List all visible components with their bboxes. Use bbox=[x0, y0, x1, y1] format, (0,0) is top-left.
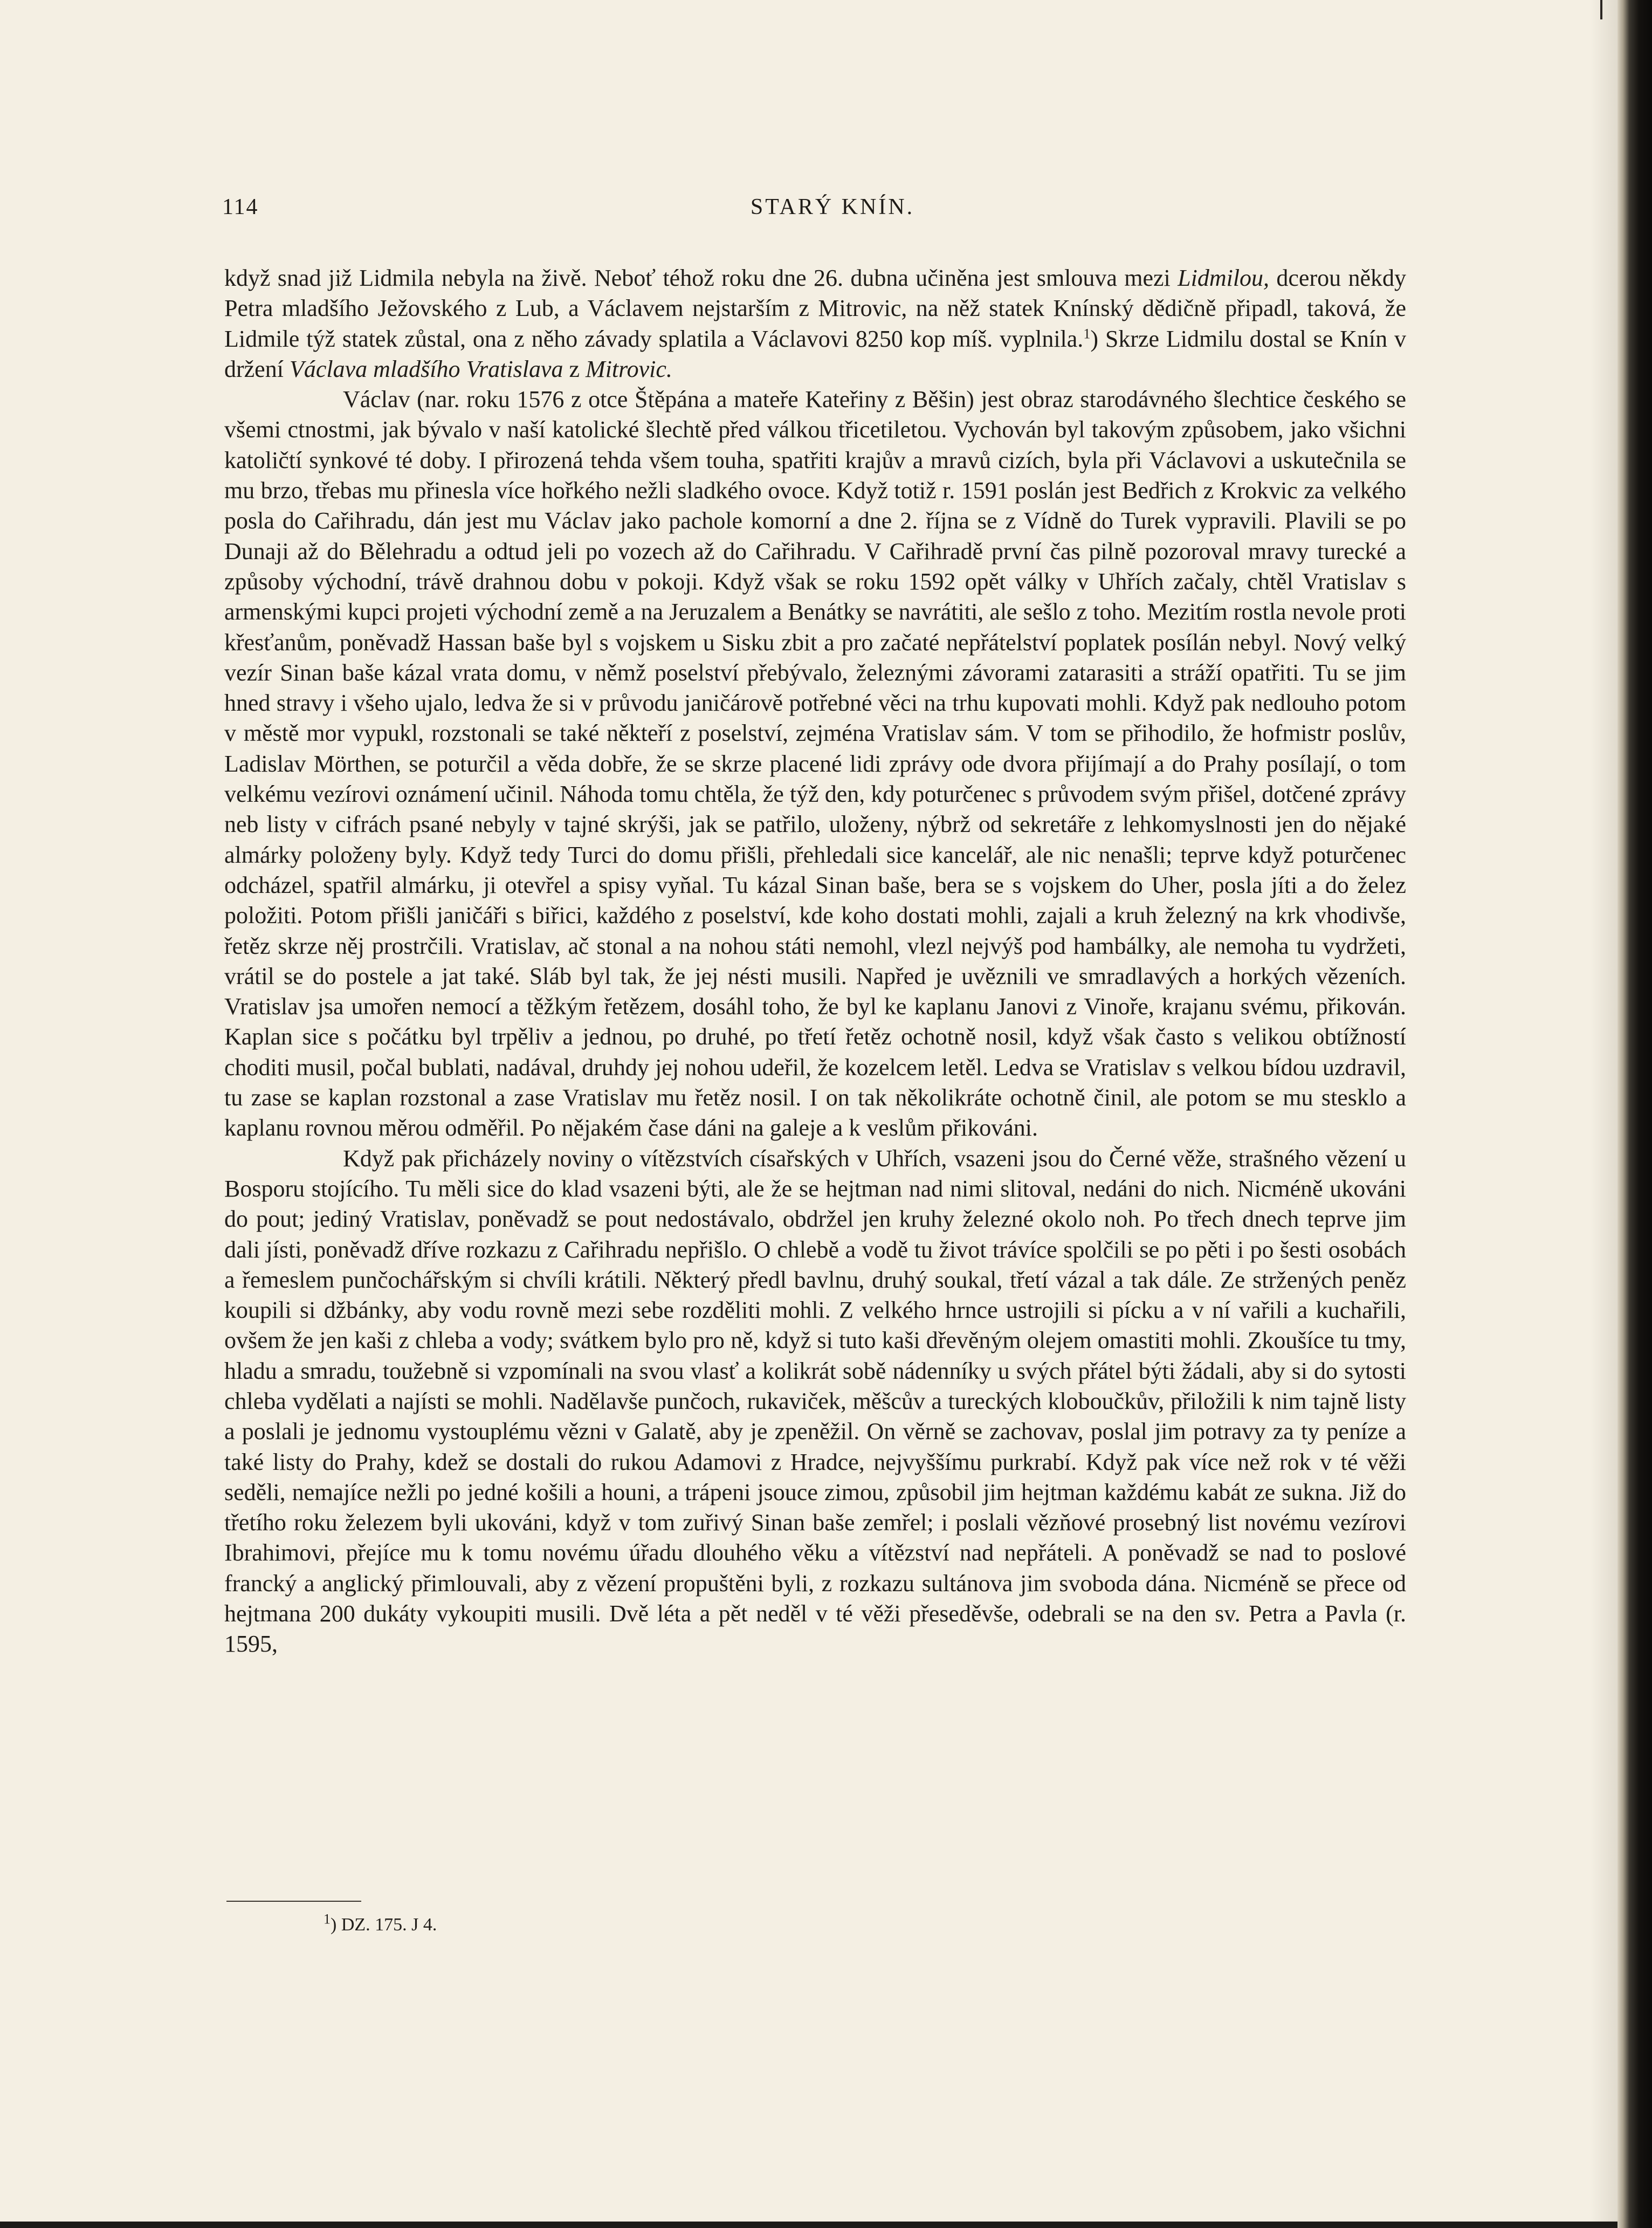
footnote bbox=[323, 1913, 437, 1937]
book-gutter-shadow bbox=[1617, 0, 1652, 2228]
paragraph-3: Když pak přicházely noviny o vítězstvích císařských v Uhřích, vsazeni jsou do Černé věže, strašného vězení u Bosporu stojícího. Tu měli sice do klad vsazeni býti, ale že se hejtman nad nimi slitoval, nedáni do nich. Nicméně ukováni do pout; jediný Vratislav, poněvadž se pout nedostávalo, obdržel jen kruhy železné okolo noh. Po třech dnech teprve jim dali jísti, poněvadž dříve rozkazu z Cařihradu nepřišlo. O chlebě a vodě tu život trávíce spolčili se po pěti i po šesti osobách a řemeslem punčochářským si chvíli krátili. Některý předl bavlnu, druhý soukal, třetí vázal a tak dále. Ze stržených peněz koupili si džbánky, aby vodu rovně mezi sebe rozděliti mohli. Z velkého hrnce ustrojili si pícku a v ní vařili a kuchařili, ovšem že jen kaši z chleba a vody; svátkem bylo pro ně, když si tuto kaši dřevěným olejem omastiti mohli. Zkoušíce tu tmy, hladu a smradu, toužebně si vzpomínali na svou vlasť a kolikrát sobě nádenníky u svých přátel býti žádali, aby si do sytosti chleba vydělati a najísti se mohli. Nadělavše punčoch, rukaviček, měšcův a tureckých kloboučkův, přiložili k nim tajně listy a poslali je jednomu vystouplému vězni v Galatě, aby je zpeněžil. On věrně se zachovav, poslal jim potravy za ty peníze a také listy do Prahy, kdež se dostali do rukou Adamovi z Hradce, nejvyššímu purkrabí. Když pak více než rok v té věži seděli, nemajíce nežli po jedné košili a houni, a trápeni jsouce zimou, způsobil jim hejtman každému kabát ze sukna. Již do třetího roku železem byli ukováni, když v tom zuřivý Sinan baše zemřel; i poslali vězňové prosebný list novému vezírovi Ibrahimovi, přejíce mu k tomu novému úřadu dlouhého věku a vítězství nad nepřáteli. A poněvadž se nad to poslové francký a anglický přimlouvali, aby z vězení propuštěni byli, z rozkazu sultánova jim svoboda dána. Nicméně se přece od hejtmana 200 dukáty vykoupiti musili. Dvě léta a pět neděl v té věži přeseděvše, odebrali se na den sv. Petra a Pavla (r. 1595, bbox=[224, 1145, 1406, 1658]
page-edge-shadow bbox=[1591, 0, 1617, 2222]
page-number: 114 bbox=[222, 195, 259, 219]
footnote-divider bbox=[226, 1901, 361, 1902]
running-title: STARÝ KNÍN. bbox=[750, 195, 915, 219]
footnote-reference: 1 bbox=[1083, 325, 1091, 341]
footnote-text: ) DZ. 175. J 4. bbox=[331, 1915, 437, 1935]
paragraph-1-text-c: dcerou někdy Petra mladšího Ježovského z Lub, a Václavem nejstarším z Mitrovic, na něž statek Knínský dědičně připadl, taková, že Lidmile týž statek zůstal, ona z něho závady splatila a Václavovi 8250 kop míš. vyplnila. bbox=[224, 265, 1406, 352]
paragraph-1-text-f: z bbox=[563, 355, 586, 382]
paragraph-2: Václav (nar. roku 1576 z otce Štěpána a mateře Kateřiny z Běšin) jest obraz starodávného šlechtice českého se všemi ctnostmi, jak bývalo v naší katolické šlechtě před válkou třicetiletou. Vychován byl takovým způsobem, jako všichni katoličtí synkové té doby. I přirozená tehda všem touha, spatřiti krajův a mravů cizích, byla při Václavovi a uskutečnila se mu brzo, třebas mu přinesla více hořkého nežli sladkého ovoce. Když totiž r. 1591 poslán jest Bedřich z Krokvic za velkého posla do Cařihradu, dán jest mu Václav jako pachole komorní a dne 2. října se z Vídně do Turek vypravili. Plavili se po Dunaji až do Bělehradu a odtud jeli po vozech až do Cařihradu. V Cařihradě první čas pilně pozoroval mravy turecké a způsoby východní, trávě drahnou dobu v pokoji. Když však se roku 1592 opět války v Uhřích začaly, chtěl Vratislav s armenskými kupci projeti východní země a na Jeruzalem a Benátky se navrátiti, ale sešlo z toho. Mezitím rostla nevole proti křesťanům, poněvadž Hassan baše byl s vojskem u Sisku zbit a pro začaté nepřátelství poplatek posílán nebyl. Nový velký vezír Sinan baše kázal vrata domu, v němž poselství přebývalo, železnými závorami zatarasiti a stráží opatřiti. Tu se jim hned stravy i všeho ujalo, ledva že si v průvodu janičárově potřebné věci na trhu kupovati mohli. Když pak nedlouho potom v městě mor vypukl, rozstonali se také někteří z poselství, zejména Vratislav sám. V tom se přihodilo, že hofmistr poslův, Ladislav Mörthen, se poturčil a věda dobře, že se skrze placené lidi zprávy ode dvora přijímají a do Prahy posílají, o tom velkému vezírovi oznámení učinil. Náhoda tomu chtěla, že týž den, kdy poturčenec s průvodem svým přišel, dotčené zprávy neb listy v cifrách psané nebyly v tajné skrýši, jak se patřilo, uloženy, nýbrž od sekretáře z lehkomyslnosti jen do nějaké almárky položeny byly. Když tedy Turci do domu přišli, přehledali sice kancelář, ale nic nenašli; teprve když poturčenec odcházel, spatřil almárku, ji otevřel a spisy vyňal. Tu kázal Sinan baše, bera se s vojskem do Uher, posla jíti a do želez položiti. Potom přišli janičáři s biřici, každého z poselství, kde koho dostati mohli, zajali a kruh železný na krk vhodivše, řetěz skrze něj prostrčili. Vratislav, ač stonal a na nohou státi nemohl, vlezl nejvýš pod hambálky, ale nemoha tu vydržeti, vrátil se do postele a jat také. Sláb byl tak, že jej nésti musili. Napřed je uvěznili ve smradlavých a horkých vězeních. Vratislav jsa umořen nemocí a těžkým řetězem, dosáhl toho, že byl ke kaplanu Janovi z Vinoře, krajanu svému, přikován. Kaplan sice s počátku byl trpěliv a jednou, po druhé, po třetí řetěz ochotně nosil, když však často s velikou obtížností choditi musil, počal bublati, nadával, druhdy jej nohou udeřil, že kozelcem letěl. Ledva se Vratislav s velkou bídou uzdravil, tu zase se kaplan rozstonal a zase Vratislav mu řetěz nosil. I on tak několikráte ochotně činil, ale potom se mu stesklo a kaplanu rovnou měrou odměřil. Po nějakém čase dáni na galeje a k veslům přikováni. bbox=[224, 386, 1406, 1141]
paragraph-1-text-d: ) Skrze Lidmilu dostal se Knín v držení bbox=[224, 325, 1406, 382]
corner-mark bbox=[1600, 0, 1602, 19]
running-head bbox=[222, 194, 1443, 232]
footnote-mark: 1 bbox=[323, 1911, 331, 1927]
paragraph-1-name-lidmila: Lidmilou, bbox=[1178, 265, 1270, 291]
paragraph-1-name-mitrovic: Mitrovic. bbox=[586, 355, 672, 382]
paragraph-1-name-vratislav: Václava mladšího Vratislava bbox=[289, 355, 563, 382]
paragraph-1 bbox=[224, 263, 1406, 384]
body-text bbox=[224, 263, 1406, 1660]
paragraph-1-text-a: když snad již Lidmila nebyla na živě. Neboť téhož roku dne 26. dubna učiněna jest smlouva mezi bbox=[224, 265, 1178, 291]
